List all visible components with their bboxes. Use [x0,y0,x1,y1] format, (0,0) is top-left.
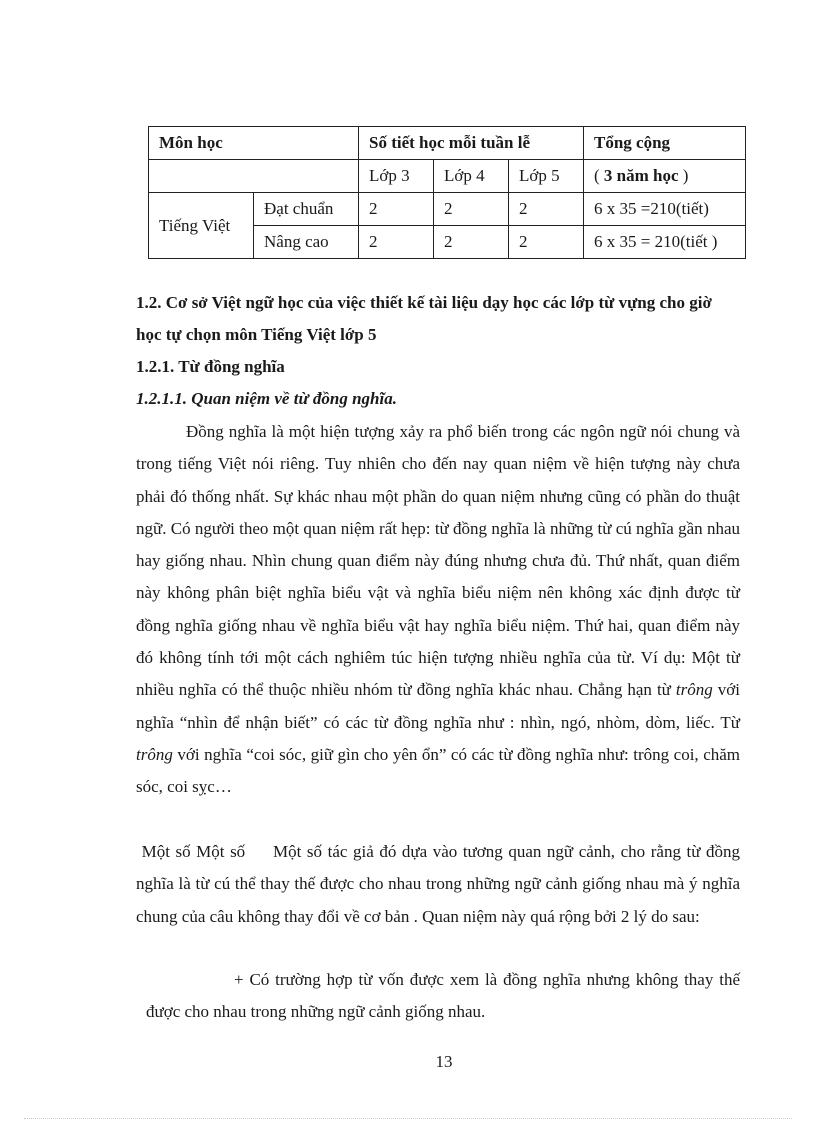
schedule-table [148,126,746,259]
level-cell: Nâng cao [254,226,359,259]
subsection-heading: 1.2.1. Từ đồng nghĩa [136,357,285,376]
empty-cell [149,160,359,193]
paragraph-1-part-b: với nghĩa “nhìn để nhận biết” có các từ đồng nghĩa như : nhìn, ngó, nhòm, dòm, liếc. Từ [136,680,741,732]
paragraph-2: Một số Một số Một số tác giả đó dựa vào tương quan ngữ cảnh, cho rằng từ đồng nghĩa là từ cú thể thay thế được cho nhau trong những ngữ cảnh giống nhau mà ý nghĩa chung của câu không thay đổi về cơ bản . Quan niệm này quá rộng bởi 2 lý do sau: [136,842,745,926]
total-subheader: ( 3 năm học ) [584,160,746,193]
periods-cell: 2 [359,193,434,226]
grade-5: Lớp 5 [509,160,584,193]
header-periods: Số tiết học mỗi tuần lễ [359,127,584,160]
example-word-2: trông [136,744,173,764]
total-cell: 6 x 35 =210(tiết) [584,193,746,226]
section-heading: 1.2. Cơ sở Việt ngữ học của việc thiết kế tài liệu dạy học các lớp từ vựng cho giờ học tự chọn môn Tiếng Việt lớp 5 [136,293,712,344]
subject-cell: Tiếng Việt [149,193,254,259]
subsubsection-heading: 1.2.1.1. Quan niệm về từ đồng nghĩa. [136,389,397,408]
periods-cell: 2 [434,193,509,226]
header-total: Tổng cộng [584,127,746,160]
paragraph-1 [136,416,740,804]
periods-cell: 2 [509,193,584,226]
level-cell: Đạt chuẩn [254,193,359,226]
total-sub: 3 năm học [603,166,679,185]
table-header-row [149,127,746,160]
periods-cell: 2 [509,226,584,259]
example-word-1: trông [675,680,713,700]
paragraph-3: + Có trường hợp từ vốn được xem là đồng nghĩa nhưng không thay thế được cho nhau trong những ngữ cảnh giống nhau. [146,970,740,1022]
paragraph-1-part-c: với nghĩa “coi sóc, giữ gìn cho yên ổn” có các từ đồng nghĩa như: trông coi, chăm sóc, coi sỵc… [136,744,741,797]
table-grade-row [149,160,746,193]
grade-4: Lớp 4 [434,160,509,193]
header-subject: Môn học [149,127,359,160]
periods-cell: 2 [434,226,509,259]
table-row [149,193,746,226]
page-divider [24,1118,792,1119]
total-cell: 6 x 35 = 210(tiết ) [584,226,746,259]
paragraph-1-part-a: Đồng nghĩa là một hiện tượng xảy ra phổ biến trong các ngôn ngữ nói chung và trong tiếng Việt nói riêng. Tuy nhiên cho đến nay quan niệm về hiện tượng này chưa phải đó thống nhất. Sự khác nhau một phần do quan niệm nhưng cũng có phần do thuật ngữ. Có người theo một quan niệm rất hẹp: từ đồng nghĩa là những từ cú nghĩa gần nhau hay giống nhau. Nhìn chung quan điểm này đúng nhưng chưa đủ. Thứ nhất, quan điểm này không phân biệt nghĩa biểu vật và nghĩa biểu niệm nên không xác định được từ đồng nghĩa giống nhau về nghĩa biểu vật hay nghĩa biểu niệm. Thứ hai, quan điểm này đó không tính tới một cách nghiêm túc hiện tượng nhiều nghĩa của từ. Ví dụ: Một từ nhiều nghĩa có thể thuộc nhiều nhóm từ đồng nghĩa khác nhau. Chẳng hạn từ [136,422,740,700]
page-number: 13 [435,1052,453,1071]
periods-cell: 2 [359,226,434,259]
grade-3: Lớp 3 [359,160,434,193]
